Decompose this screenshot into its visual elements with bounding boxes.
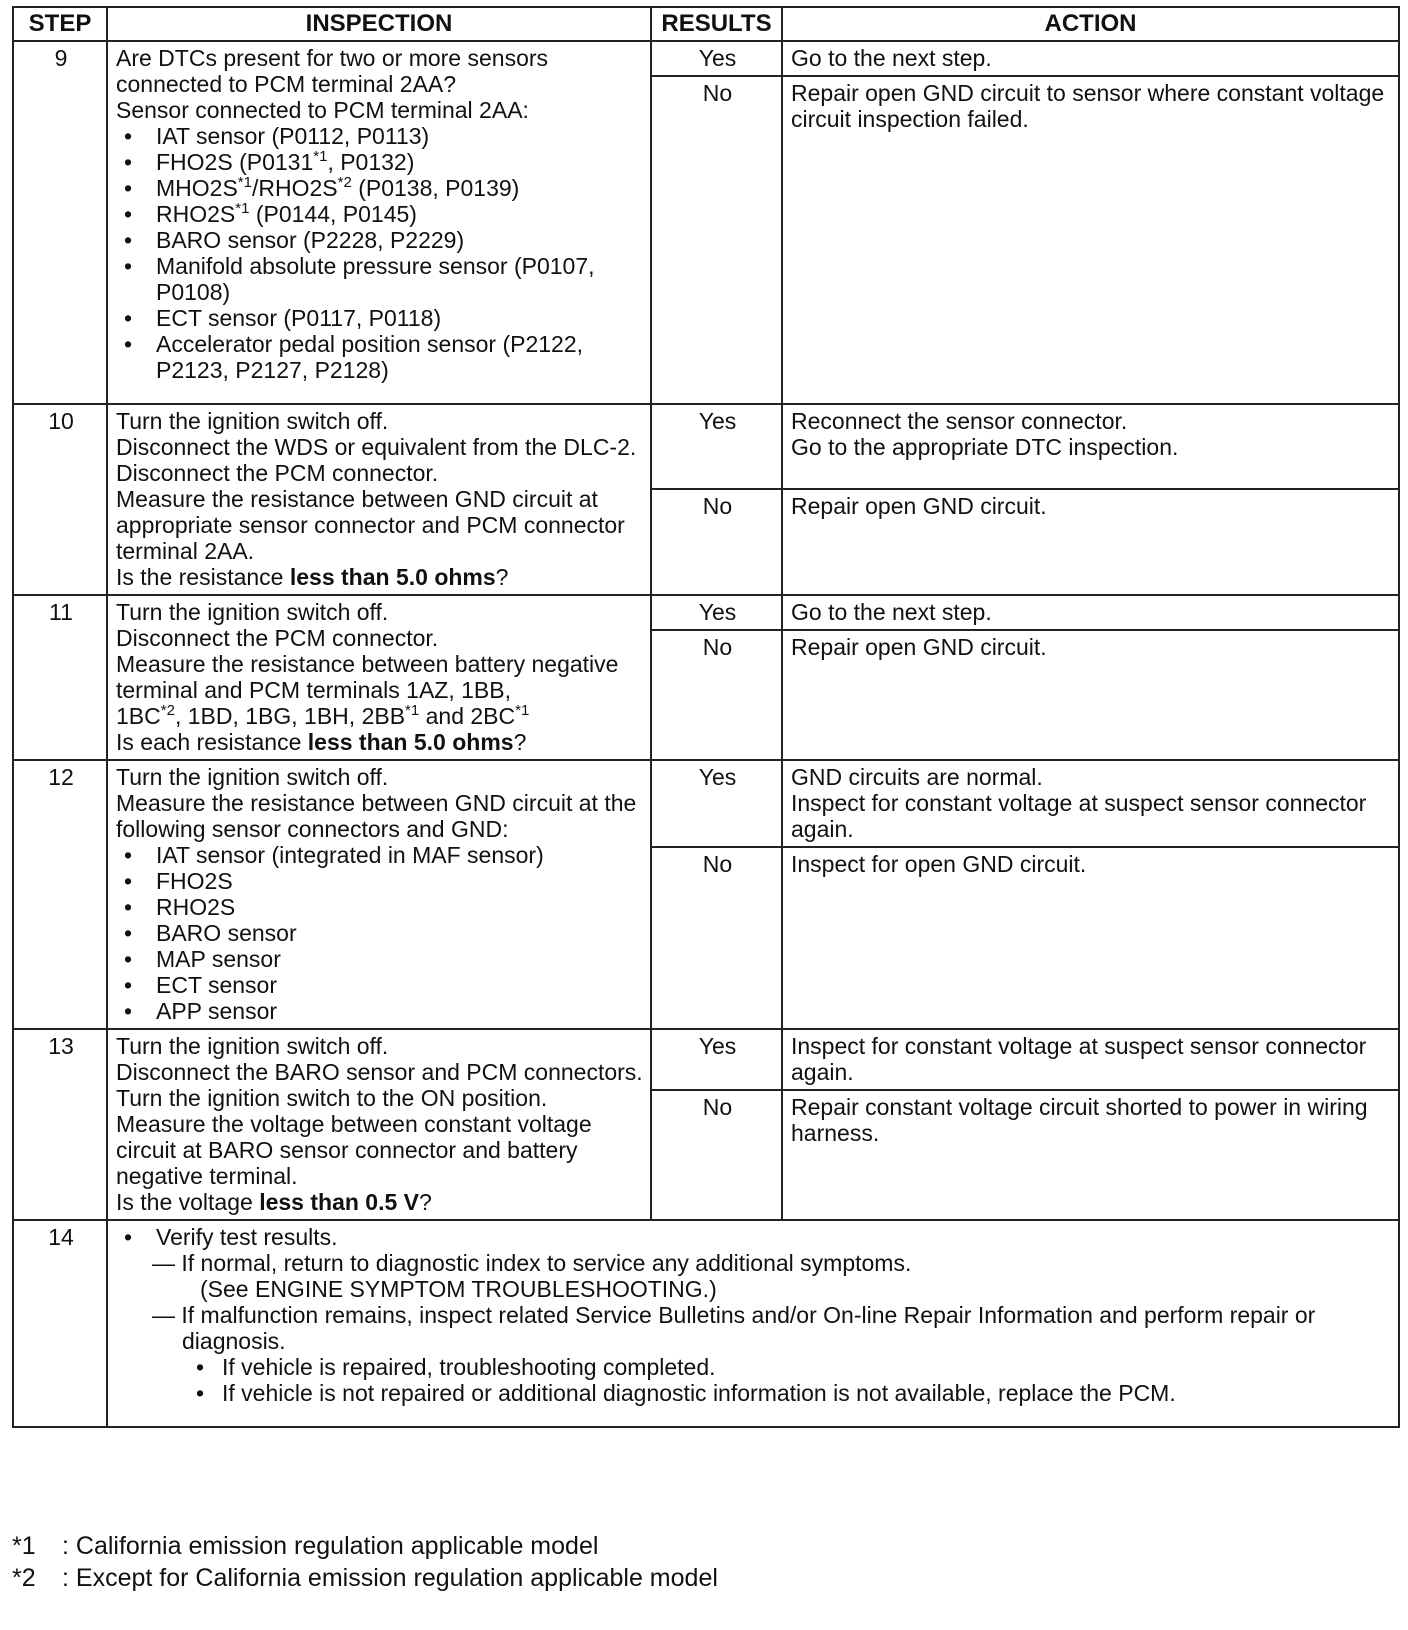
list-item: [116, 894, 644, 920]
list-item: [116, 175, 644, 201]
inspection-line: Turn the ignition switch off.: [116, 599, 389, 625]
bullet-icon: •: [124, 842, 133, 868]
list-item: [196, 1354, 1392, 1380]
list-item: [116, 868, 644, 894]
inspection-line: Turn the ignition switch to the ON position.: [116, 1085, 548, 1111]
header-results: RESULTS: [651, 7, 782, 41]
list-item-text: MAP sensor: [156, 946, 281, 972]
inspection-line: Disconnect the BARO sensor and PCM connectors.: [116, 1059, 643, 1085]
list-item-text: ECT sensor (P0117, P0118): [156, 305, 442, 331]
header-action: ACTION: [782, 7, 1399, 41]
bullet-icon: •: [124, 253, 133, 279]
instruction-reference: (See ENGINE SYMPTOM TROUBLESHOOTING.): [200, 1276, 717, 1302]
bullet-icon: •: [124, 920, 133, 946]
result-yes: Yes: [651, 1029, 782, 1090]
table-row-step-9: [13, 41, 1399, 76]
list-item-text: FHO2S: [156, 868, 233, 894]
question-text: Is each resistance: [116, 729, 308, 755]
step-number: 12: [13, 760, 107, 1029]
footnote-text: : Except for California emission regulation applicable model: [62, 1564, 718, 1592]
inspection-question: [116, 729, 644, 755]
inspection-line: Disconnect the WDS or equivalent from the DLC-2.: [116, 434, 637, 460]
list-item: [116, 842, 644, 868]
action-no: Inspect for open GND circuit.: [782, 847, 1399, 1029]
result-yes: Yes: [651, 760, 782, 847]
list-item: [116, 998, 644, 1024]
verification-cell: [107, 1220, 1399, 1427]
troubleshooting-table: [12, 6, 1400, 1428]
question-mark: ?: [419, 1189, 432, 1215]
instruction-malfunction: — If malfunction remains, inspect related Service Bulletins and/or On-line Repair Information and perform repair or diagnosis.: [152, 1302, 1316, 1354]
table-row-step-10: [13, 404, 1399, 489]
action-line: Go to the appropriate DTC inspection.: [791, 434, 1179, 460]
list-item-text: IAT sensor (integrated in MAF sensor): [156, 842, 544, 868]
result-no: No: [651, 489, 782, 595]
inspection-cell: [107, 404, 651, 595]
footnote-mark: *1: [405, 702, 420, 719]
question-threshold: less than 5.0 ohms: [307, 729, 514, 755]
list-item-text: , P0132): [327, 149, 415, 175]
bullet-icon: •: [124, 1224, 133, 1250]
list-item: [116, 201, 644, 227]
inspection-line: Measure the resistance between GND circuit at appropriate sensor connector and PCM connector terminal 2AA.: [116, 486, 625, 564]
footnote-mark: *1: [515, 702, 530, 719]
inspection-line: Measure the voltage between constant voltage circuit at BARO sensor connector and battery negative terminal.: [116, 1111, 592, 1189]
bullet-icon: •: [124, 331, 133, 357]
list-item: [116, 123, 644, 149]
question-text: Is the resistance: [116, 564, 290, 590]
header-inspection: INSPECTION: [107, 7, 651, 41]
table-row-step-13: [13, 1029, 1399, 1090]
bullet-icon: •: [124, 123, 133, 149]
terminal-text: and 2BC: [419, 703, 516, 729]
list-item-text: If vehicle is repaired, troubleshooting completed.: [222, 1354, 716, 1380]
result-yes: Yes: [651, 595, 782, 630]
terminal-text: , 1BD, 1BG, 1BH, 2BB: [174, 703, 406, 729]
footnotes: [12, 1530, 718, 1594]
action-no: Repair open GND circuit.: [782, 489, 1399, 595]
bullet-icon: •: [124, 227, 133, 253]
result-yes: Yes: [651, 41, 782, 76]
list-item-text: BARO sensor: [156, 920, 297, 946]
terminal-text: 1BC: [116, 703, 161, 729]
inspection-line: Turn the ignition switch off.: [116, 764, 389, 790]
bullet-icon: •: [124, 305, 133, 331]
action-yes: [782, 404, 1399, 489]
footnote-text: : California emission regulation applicable model: [62, 1532, 599, 1560]
inspection-cell: [107, 760, 651, 1029]
list-item-text: If vehicle is not repaired or additional diagnostic information is not available, replace the PCM.: [222, 1380, 1176, 1406]
action-line: Inspect for constant voltage at suspect sensor connector again.: [791, 790, 1367, 842]
action-no: Repair open GND circuit.: [782, 630, 1399, 760]
list-item-text: Verify test results.: [156, 1224, 338, 1250]
action-yes: Go to the next step.: [782, 41, 1399, 76]
inspection-line: Sensor connected to PCM terminal 2AA:: [116, 97, 529, 123]
terminal-list: [116, 703, 644, 729]
footnote-mark: *1: [313, 148, 328, 165]
list-item-text: MHO2S: [156, 175, 238, 201]
list-item: [116, 1224, 1392, 1250]
verify-list: [116, 1224, 1392, 1250]
question-threshold: less than 0.5 V: [259, 1189, 420, 1215]
bullet-icon: •: [124, 972, 133, 998]
table-header-row: [13, 7, 1399, 41]
list-item-text: (P0144, P0145): [249, 201, 417, 227]
step-number: 10: [13, 404, 107, 595]
action-no: Repair open GND circuit to sensor where constant voltage circuit inspection failed.: [782, 76, 1399, 404]
list-item-text: Accelerator pedal position sensor (P2122, P2123, P2127, P2128): [156, 331, 584, 383]
inspection-line: Measure the resistance between battery negative terminal and PCM terminals 1AZ, 1BB,: [116, 651, 619, 703]
list-item: [116, 920, 644, 946]
footnote-mark: *2: [337, 174, 352, 191]
action-line: Reconnect the sensor connector.: [791, 408, 1128, 434]
bullet-icon: •: [124, 201, 133, 227]
sensor-list: [116, 842, 644, 1024]
inspection-cell: [107, 595, 651, 760]
list-item-text: /RHO2S: [251, 175, 338, 201]
bullet-icon: •: [124, 868, 133, 894]
list-item-text: RHO2S: [156, 894, 236, 920]
footnote: [12, 1530, 718, 1562]
result-no: No: [651, 76, 782, 404]
list-item-text: FHO2S (P0131: [156, 149, 314, 175]
result-no: No: [651, 1090, 782, 1220]
action-line: GND circuits are normal.: [791, 764, 1043, 790]
result-yes: Yes: [651, 404, 782, 489]
table-row-step-14: [13, 1220, 1399, 1427]
list-item-text: APP sensor: [156, 998, 278, 1024]
list-item-text: Manifold absolute pressure sensor (P0107, P0108): [156, 253, 595, 305]
list-item: [116, 253, 644, 305]
question-mark: ?: [495, 564, 509, 590]
question-mark: ?: [513, 729, 527, 755]
action-yes: [782, 760, 1399, 847]
inspection-line: Turn the ignition switch off.: [116, 408, 389, 434]
list-item-text: BARO sensor (P2228, P2229): [156, 227, 465, 253]
question-text: Is the voltage: [116, 1189, 260, 1215]
instruction-normal: — If normal, return to diagnostic index to service any additional symptoms.: [152, 1250, 912, 1276]
list-item: [116, 227, 644, 253]
inspection-question: [116, 564, 644, 590]
step-number: 14: [13, 1220, 107, 1427]
footnote-mark: *2: [160, 702, 175, 719]
list-item: [116, 149, 644, 175]
bullet-icon: •: [124, 149, 133, 175]
inspection-cell: [107, 1029, 651, 1220]
inspection-line: Disconnect the PCM connector.: [116, 460, 439, 486]
sensor-list: [116, 123, 644, 383]
step-number: 11: [13, 595, 107, 760]
action-yes: Go to the next step.: [782, 595, 1399, 630]
inspection-line: Are DTCs present for two or more sensors connected to PCM terminal 2AA?: [116, 45, 549, 97]
result-no: No: [651, 630, 782, 760]
list-item: [116, 972, 644, 998]
footnote: [12, 1562, 718, 1594]
action-no: Repair constant voltage circuit shorted to power in wiring harness.: [782, 1090, 1399, 1220]
list-item: [116, 305, 644, 331]
table-row-step-12: [13, 760, 1399, 847]
list-item: [116, 946, 644, 972]
list-item: [116, 331, 644, 383]
footnote-marker: *2: [12, 1564, 36, 1592]
list-item-text: IAT sensor (P0112, P0113): [156, 123, 430, 149]
footnote-mark: *1: [237, 174, 252, 191]
bullet-icon: •: [124, 998, 133, 1024]
inspection-line: Turn the ignition switch off.: [116, 1033, 389, 1059]
step-number: 13: [13, 1029, 107, 1220]
step-number: 9: [13, 41, 107, 404]
list-item-text: ECT sensor: [156, 972, 278, 998]
table-row-step-11: [13, 595, 1399, 630]
inspection-line: Disconnect the PCM connector.: [116, 625, 439, 651]
outcome-list: [116, 1354, 1392, 1406]
inspection-cell: [107, 41, 651, 404]
inspection-line: Measure the resistance between GND circuit at the following sensor connectors and GND:: [116, 790, 637, 842]
list-item-text: RHO2S: [156, 201, 236, 227]
footnote-mark: *1: [235, 200, 250, 217]
list-item-text: (P0138, P0139): [351, 175, 520, 201]
footnote-marker: *1: [12, 1532, 36, 1560]
bullet-icon: •: [196, 1354, 205, 1380]
bullet-icon: •: [124, 946, 133, 972]
question-threshold: less than 5.0 ohms: [289, 564, 496, 590]
bullet-icon: •: [124, 175, 133, 201]
bullet-icon: •: [196, 1380, 205, 1406]
result-no: No: [651, 847, 782, 1029]
list-item: [196, 1380, 1392, 1406]
action-yes: Inspect for constant voltage at suspect sensor connector again.: [782, 1029, 1399, 1090]
header-step: STEP: [13, 7, 107, 41]
bullet-icon: •: [124, 894, 133, 920]
inspection-question: [116, 1189, 644, 1215]
